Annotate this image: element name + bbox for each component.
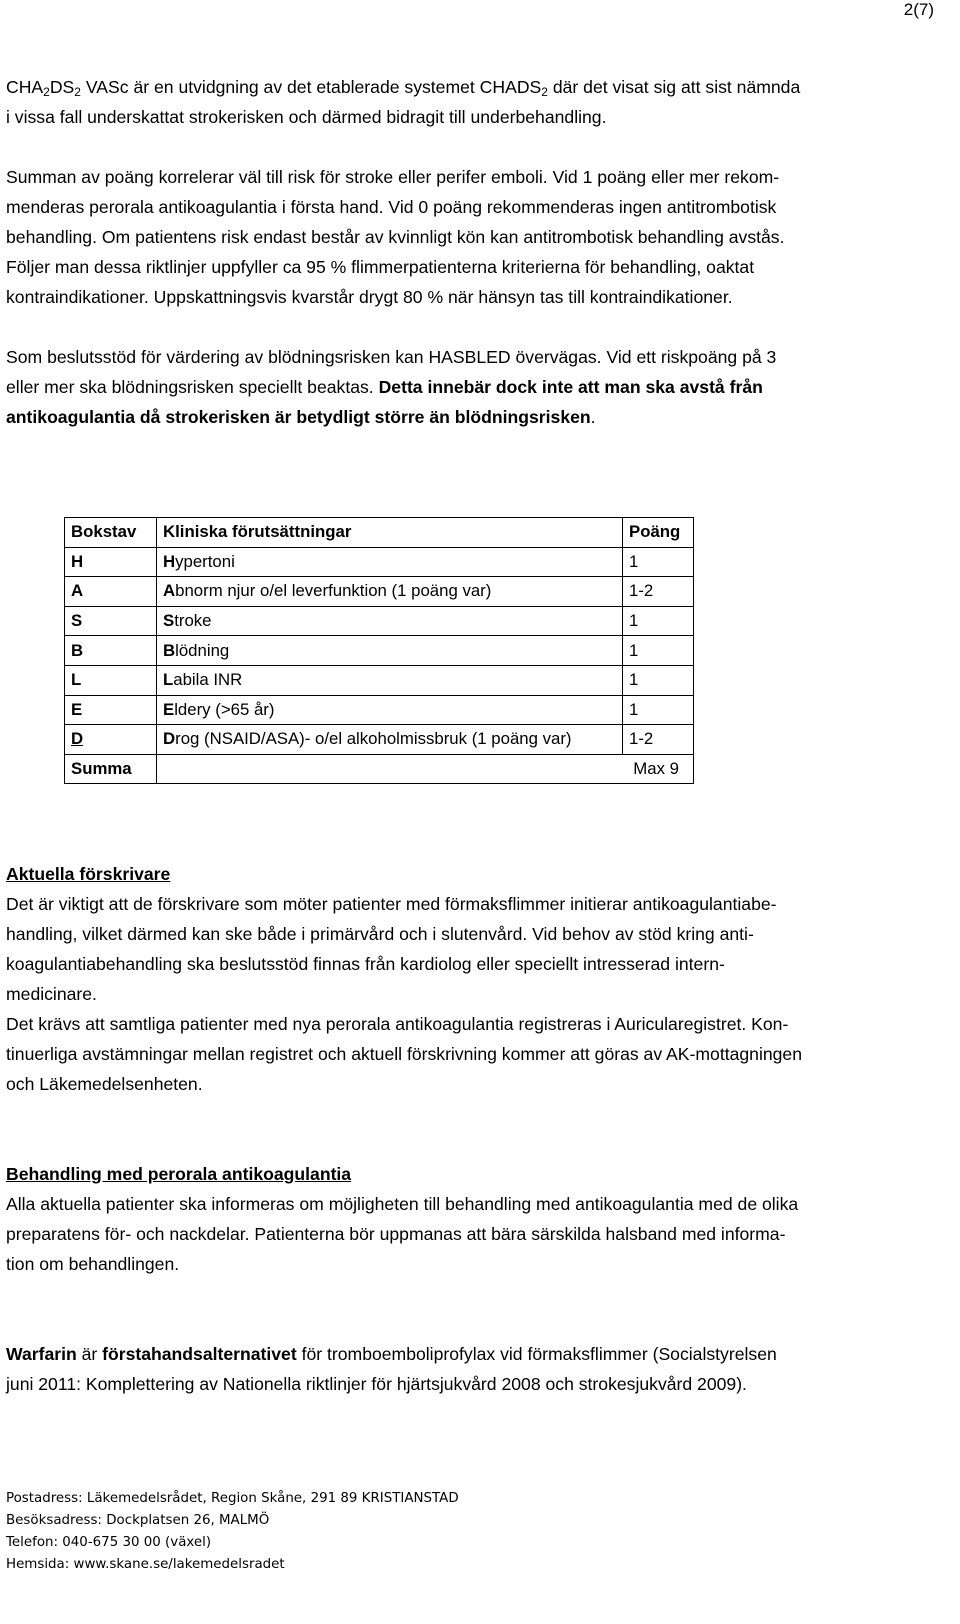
- row-letter: D: [65, 725, 157, 755]
- row-points: 1-2: [623, 577, 694, 607]
- condition-text: troke: [174, 611, 212, 631]
- condition-text: bnorm njur o/el leverfunktion (1 poäng var): [175, 581, 492, 601]
- condition-initial: H: [163, 551, 176, 571]
- paragraph-line: tinuerliga avstämningar mellan registret och aktuell förskrivning kommer att göras av AK-mottagningen: [6, 1044, 803, 1064]
- paragraph-line: Som beslutsstöd för värdering av blödningsrisken kan HASBLED övervägas. Vid ett riskpoäng på 3: [6, 347, 777, 367]
- row-condition: [157, 606, 623, 636]
- row-points: 1: [623, 695, 694, 725]
- condition-initial: D: [163, 729, 176, 749]
- table-header-row: [65, 518, 694, 548]
- warfarin-paragraph: [6, 1339, 926, 1399]
- paragraph-line: och Läkemedelsenheten.: [6, 1074, 203, 1094]
- footer-visiting-address: Besöksadress: Dockplatsen 26, MALMÖ: [6, 1513, 270, 1528]
- paragraph-line: behandling. Om patientens risk endast består av kvinnligt kön kan antitrombotisk behandling avstås.: [6, 227, 785, 247]
- row-condition: [157, 577, 623, 607]
- paragraph-line: Det är viktigt att de förskrivare som möter patienter med förmaksflimmer initierar antikoagulantiabe-: [6, 894, 777, 914]
- document-body: [6, 72, 926, 432]
- paragraph-line: medicinare.: [6, 984, 97, 1004]
- section-prescribers: [6, 859, 926, 1099]
- condition-text: ypertoni: [175, 551, 235, 571]
- row-letter: H: [65, 547, 157, 577]
- row-points: 1: [623, 665, 694, 695]
- row-letter: S: [65, 606, 157, 636]
- row-letter: E: [65, 695, 157, 725]
- summary-value: Max 9: [157, 754, 694, 784]
- subscript: 2: [43, 85, 50, 99]
- row-points: 1: [623, 547, 694, 577]
- row-condition: [157, 636, 623, 666]
- condition-text: lödning: [175, 640, 230, 660]
- condition-initial: B: [163, 640, 176, 660]
- document-body-lower: [6, 859, 926, 1399]
- condition-initial: A: [163, 581, 176, 601]
- table-summary-row: [65, 754, 694, 784]
- paragraph-line: .: [590, 407, 596, 427]
- section-treatment: [6, 1159, 926, 1279]
- paragraph-line: juni 2011: Komplettering av Nationella riktlinjer för hjärtsjukvård 2008 och strokesjukvård 2009).: [6, 1374, 747, 1394]
- row-condition: [157, 725, 623, 755]
- row-condition: [157, 665, 623, 695]
- table-row: [65, 606, 694, 636]
- paragraph-line: tion om behandlingen.: [6, 1254, 180, 1274]
- condition-initial: L: [163, 670, 174, 690]
- footer-postal-address: Postadress: Läkemedelsrådet, Region Skåne, 291 89 KRISTIANSTAD: [6, 1491, 459, 1506]
- table-row: [65, 636, 694, 666]
- paragraph-line: menderas perorala antikoagulantia i första hand. Vid 0 poäng rekommenderas ingen antitrombotisk: [6, 197, 777, 217]
- paragraph-text: är: [76, 1344, 103, 1364]
- emphasis-text: antikoagulantia då strokerisken är betydligt större än blödningsrisken: [6, 407, 591, 427]
- row-points: 1: [623, 636, 694, 666]
- row-letter: B: [65, 636, 157, 666]
- condition-text: rog (NSAID/ASA)- o/el alkoholmissbruk (1 poäng var): [175, 729, 572, 749]
- condition-text: abila INR: [173, 670, 243, 690]
- header-conditions: Kliniska förutsättningar: [157, 518, 623, 548]
- intro-paragraph-1: [6, 72, 926, 132]
- paragraph-line: koagulantiabehandling ska beslutsstöd finnas från kardiolog eller speciellt intresserad intern-: [6, 954, 725, 974]
- intro-text: CHA: [6, 77, 44, 97]
- emphasis-text: Detta innebär dock inte att man ska avstå från: [378, 377, 763, 397]
- intro-paragraph-2: [6, 162, 926, 312]
- condition-initial: E: [163, 699, 175, 719]
- footer-website: Hemsida: www.skane.se/lakemedelsradet: [6, 1557, 285, 1572]
- paragraph-line: eller mer ska blödningsrisken speciellt beaktas.: [6, 377, 379, 397]
- paragraph-line: Summan av poäng korrelerar väl till risk för stroke eller perifer emboli. Vid 1 poäng eller mer rekom-: [6, 167, 780, 187]
- table-row: [65, 547, 694, 577]
- paragraph-line: Det krävs att samtliga patienter med nya perorala antikoagulantia registreras i Auricularegistret. Kon-: [6, 1014, 789, 1034]
- intro-paragraph-3: [6, 342, 926, 432]
- row-letter: A: [65, 577, 157, 607]
- paragraph-line: Alla aktuella patienter ska informeras om möjligheten till behandling med antikoagulantia med de olika: [6, 1194, 799, 1214]
- condition-initial: S: [163, 611, 175, 631]
- paragraph-line: Följer man dessa riktlinjer uppfyller ca 95 % flimmerpatienterna kriterierna för behandling, oaktat: [6, 257, 755, 277]
- row-letter: L: [65, 665, 157, 695]
- table-row: [65, 695, 694, 725]
- paragraph-line: kontraindikationer. Uppskattningsvis kvarstår drygt 80 % när hänsyn tas till kontraindikationer.: [6, 287, 733, 307]
- section-heading: Behandling med perorala antikoagulantia: [6, 1164, 352, 1184]
- header-points: Poäng: [623, 518, 694, 548]
- page-number: 2(7): [903, 0, 934, 19]
- condition-text: ldery (>65 år): [174, 699, 275, 719]
- header-letter: Bokstav: [65, 518, 157, 548]
- page-footer: [6, 1488, 459, 1576]
- paragraph-line: preparatens för- och nackdelar. Patienterna bör uppmanas att bära särskilda halsband med informa-: [6, 1224, 786, 1244]
- row-condition: [157, 695, 623, 725]
- summary-label: Summa: [65, 754, 157, 784]
- footer-phone: Telefon: 040-675 30 00 (växel): [6, 1535, 212, 1550]
- subscript: 2: [541, 85, 548, 99]
- table-row: [65, 577, 694, 607]
- table-row: [65, 665, 694, 695]
- row-points: 1-2: [623, 725, 694, 755]
- intro-text: DS: [49, 77, 75, 97]
- emphasis-text: Warfarin: [6, 1344, 77, 1364]
- paragraph-text: för tromboemboliprofylax vid förmaksflimmer (Socialstyrelsen: [296, 1344, 777, 1364]
- row-condition: [157, 547, 623, 577]
- hasbled-table: [64, 517, 694, 784]
- paragraph-line: handling, vilket därmed kan ske både i primärvård och i slutenvård. Vid behov av stöd kring anti-: [6, 924, 754, 944]
- section-heading: Aktuella förskrivare: [6, 864, 171, 884]
- intro-text: VASc är en utvidgning av det etablerade systemet CHADS: [80, 77, 542, 97]
- table-row: [65, 725, 694, 755]
- emphasis-text: förstahandsalternativet: [102, 1344, 297, 1364]
- subscript: 2: [74, 85, 81, 99]
- intro-text: i vissa fall underskattat strokerisken och därmed bidragit till underbehandling.: [6, 107, 607, 127]
- intro-text: där det visat sig att sist nämnda: [547, 77, 801, 97]
- row-points: 1: [623, 606, 694, 636]
